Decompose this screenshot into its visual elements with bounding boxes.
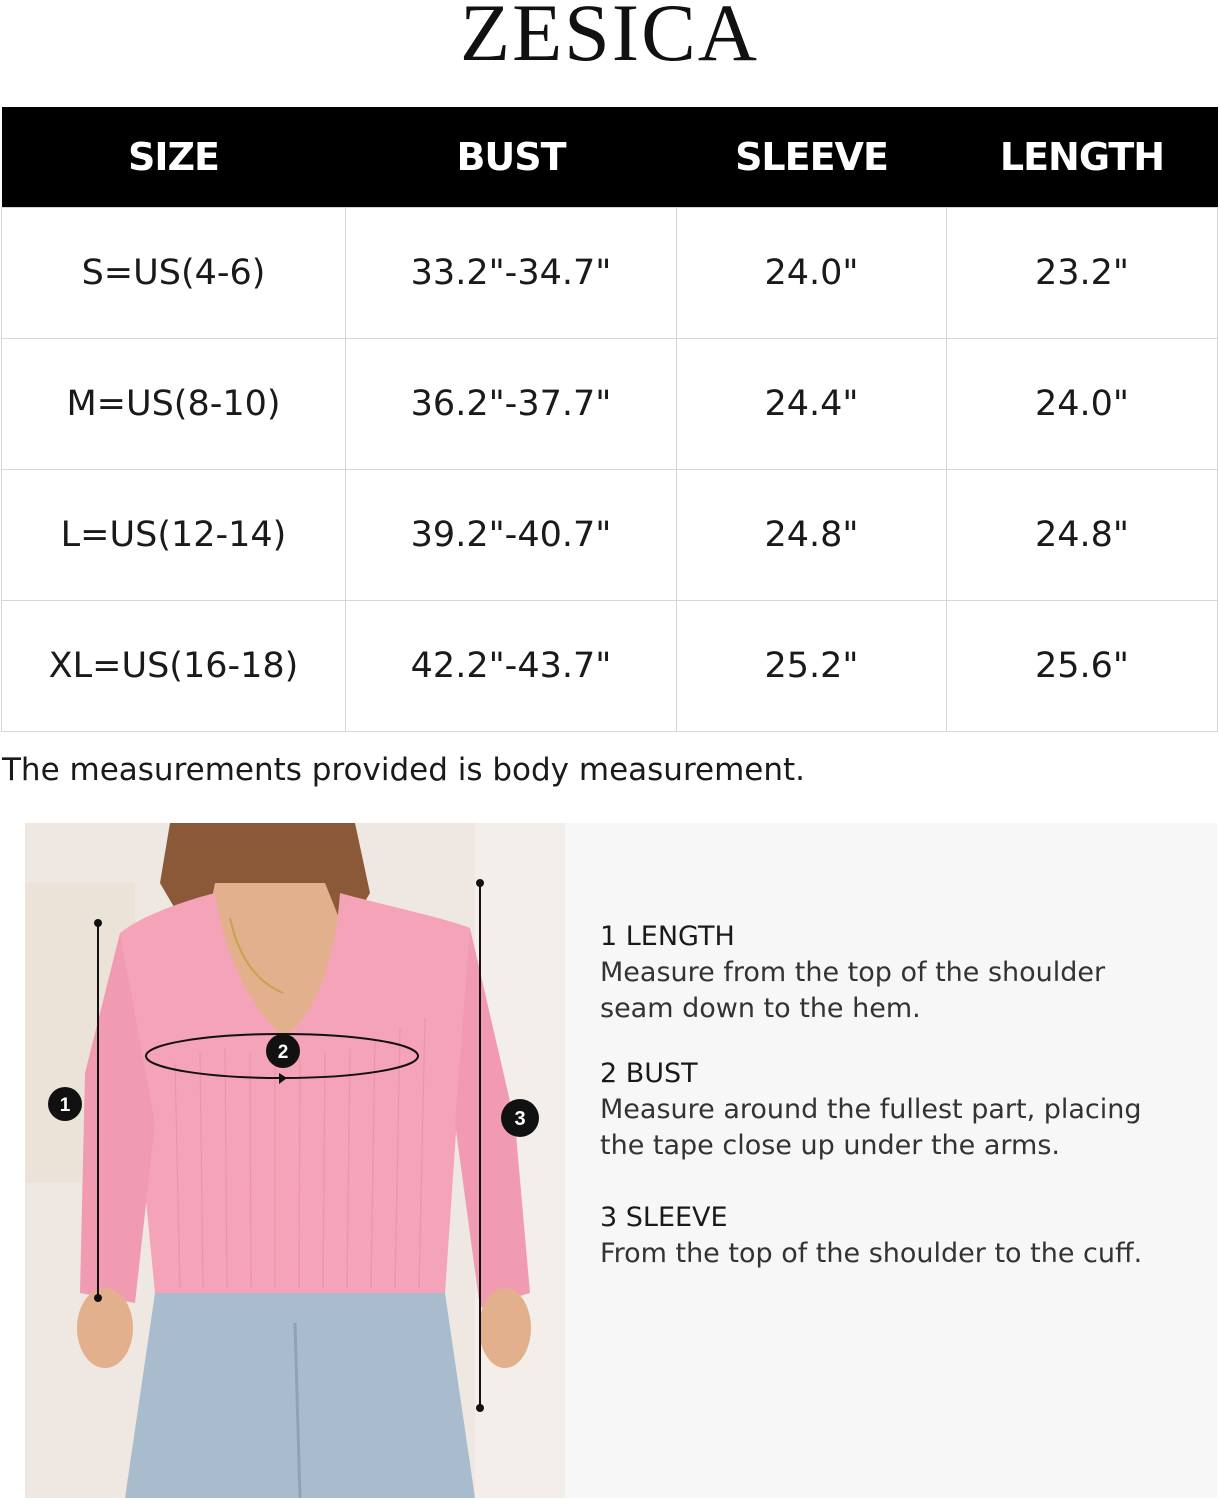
sleeve-line-end-bottom bbox=[476, 1404, 484, 1412]
marker-1-label: 1 bbox=[59, 1095, 71, 1116]
guide-sleeve bbox=[600, 1200, 1200, 1272]
length-line-end-bottom bbox=[94, 1294, 102, 1302]
table-row bbox=[2, 601, 1218, 732]
guide-bust-desc-2: the tape close up under the arms. bbox=[600, 1130, 1060, 1161]
model-photo bbox=[25, 823, 565, 1498]
sleeve-line-end-top bbox=[476, 879, 484, 887]
cell-length: 23.2" bbox=[947, 208, 1218, 339]
guide-length-desc-1: Measure from the top of the shoulder bbox=[600, 957, 1106, 988]
cell-sleeve: 25.2" bbox=[677, 601, 947, 732]
measurement-note: The measurements provided is body measurement. bbox=[2, 752, 806, 788]
table-header-row bbox=[2, 107, 1218, 208]
header-length: LENGTH bbox=[947, 107, 1218, 208]
cell-size: M=US(8-10) bbox=[2, 339, 346, 470]
cell-bust: 33.2"-34.7" bbox=[346, 208, 677, 339]
cell-length: 24.8" bbox=[947, 470, 1218, 601]
cell-bust: 42.2"-43.7" bbox=[346, 601, 677, 732]
guide-sleeve-desc-1: From the top of the shoulder to the cuff. bbox=[600, 1238, 1143, 1269]
guide-bust-title: 2 BUST bbox=[600, 1058, 698, 1089]
table-row bbox=[2, 470, 1218, 601]
guide-sleeve-title: 3 SLEEVE bbox=[600, 1202, 728, 1233]
size-chart-table bbox=[1, 107, 1218, 732]
table-row bbox=[2, 208, 1218, 339]
cell-sleeve: 24.0" bbox=[677, 208, 947, 339]
cell-size: S=US(4-6) bbox=[2, 208, 346, 339]
guide-bust-desc-1: Measure around the fullest part, placing bbox=[600, 1094, 1142, 1125]
header-sleeve: SLEEVE bbox=[677, 107, 947, 208]
guide-bust bbox=[600, 1056, 1200, 1164]
hand-left bbox=[77, 1288, 133, 1368]
length-line-end-top bbox=[94, 919, 102, 927]
marker-3-label: 3 bbox=[514, 1108, 526, 1130]
header-bust: BUST bbox=[346, 107, 677, 208]
marker-2-label: 2 bbox=[277, 1042, 289, 1063]
cell-sleeve: 24.8" bbox=[677, 470, 947, 601]
guide-length bbox=[600, 919, 1200, 1027]
brand-logo: ZESICA bbox=[460, 0, 759, 78]
cell-length: 25.6" bbox=[947, 601, 1218, 732]
hand-right bbox=[479, 1288, 531, 1368]
cell-size: L=US(12-14) bbox=[2, 470, 346, 601]
guide-length-desc-2: seam down to the hem. bbox=[600, 993, 921, 1024]
model-illustration bbox=[25, 823, 565, 1498]
header-size: SIZE bbox=[2, 107, 346, 208]
cell-bust: 36.2"-37.7" bbox=[346, 339, 677, 470]
cell-sleeve: 24.4" bbox=[677, 339, 947, 470]
cell-size: XL=US(16-18) bbox=[2, 601, 346, 732]
cell-length: 24.0" bbox=[947, 339, 1218, 470]
table-row bbox=[2, 339, 1218, 470]
cell-bust: 39.2"-40.7" bbox=[346, 470, 677, 601]
guide-length-title: 1 LENGTH bbox=[600, 921, 735, 952]
measurement-guide-panel bbox=[565, 823, 1217, 1498]
